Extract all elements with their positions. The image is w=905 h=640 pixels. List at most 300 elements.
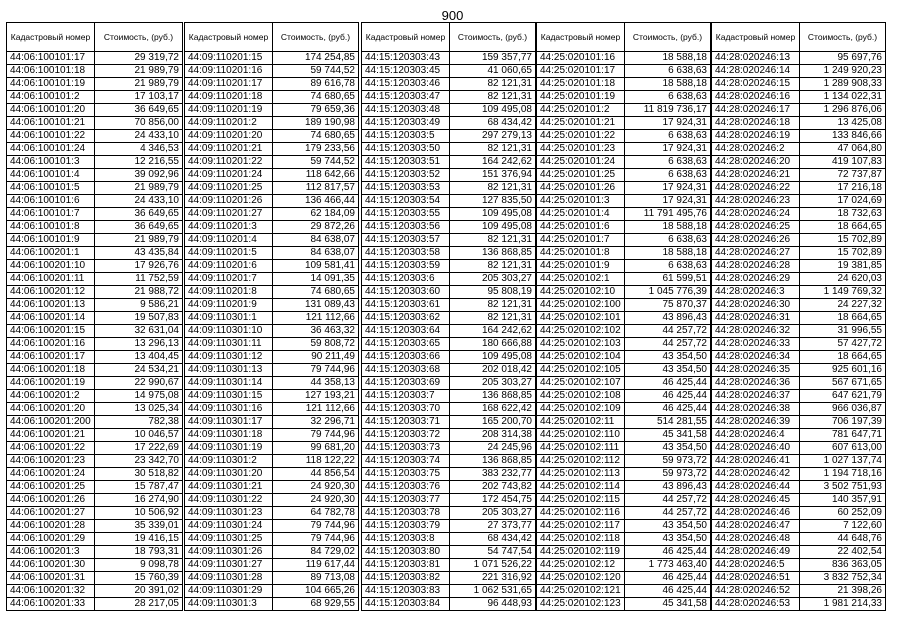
table-row (185, 234, 359, 247)
cost-cell: 208 314,38 (450, 429, 536, 442)
table-row (7, 65, 183, 78)
cost-cell: 24 534,21 (95, 364, 183, 377)
table-row (7, 247, 183, 260)
cost-cell: 79 744,96 (273, 429, 359, 442)
cost-cell: 17 924,31 (625, 182, 711, 195)
cost-cell: 10 046,57 (95, 429, 183, 442)
cadastral-number-cell: 44:09:110201:3 (185, 221, 273, 234)
cadastral-number-cell: 44:15:120303:70 (362, 403, 450, 416)
cost-cell: 6 638,63 (625, 130, 711, 143)
cost-cell: 6 638,63 (625, 156, 711, 169)
cadastral-table-3 (361, 22, 536, 611)
cost-cell: 70 856,00 (95, 117, 183, 130)
table-row (362, 156, 536, 169)
cadastral-number-cell: 44:06:100101:19 (7, 78, 95, 91)
cadastral-number-cell: 44:28:020246:44 (712, 481, 800, 494)
cadastral-number-cell: 44:28:020246:37 (712, 390, 800, 403)
table-row (7, 91, 183, 104)
table-row (7, 559, 183, 572)
table-row (185, 312, 359, 325)
cost-cell: 19 507,83 (95, 312, 183, 325)
cost-cell: 17 926,76 (95, 260, 183, 273)
cost-cell: 1 134 022,31 (800, 91, 886, 104)
cost-cell: 6 638,63 (625, 65, 711, 78)
cadastral-number-cell: 44:09:110301:16 (185, 403, 273, 416)
cost-cell: 514 281,55 (625, 416, 711, 429)
table-row (7, 364, 183, 377)
table-row (362, 78, 536, 91)
cost-cell: 35 339,01 (95, 520, 183, 533)
cadastral-number-cell: 44:25:020101:17 (537, 65, 625, 78)
cost-cell: 89 616,78 (273, 78, 359, 91)
cost-cell: 24 245,96 (450, 442, 536, 455)
table-row (7, 299, 183, 312)
cost-cell: 17 222,69 (95, 442, 183, 455)
cadastral-number-cell: 44:06:100101:5 (7, 182, 95, 195)
cadastral-number-cell: 44:28:020246:14 (712, 65, 800, 78)
cadastral-number-cell: 44:09:110201:6 (185, 260, 273, 273)
cost-table (711, 22, 886, 611)
cadastral-number-cell: 44:06:100201:12 (7, 286, 95, 299)
table-row (185, 156, 359, 169)
cost-cell: 74 680,65 (273, 286, 359, 299)
cadastral-number-cell: 44:06:100201:17 (7, 351, 95, 364)
table-row (362, 494, 536, 507)
cost-cell: 7 122,60 (800, 520, 886, 533)
cost-cell: 29 319,72 (95, 52, 183, 65)
table-row (712, 65, 886, 78)
table-row (362, 442, 536, 455)
cost-cell: 11 791 495,76 (625, 208, 711, 221)
table-row (185, 169, 359, 182)
cadastral-number-cell: 44:15:120303:43 (362, 52, 450, 65)
table-row (185, 91, 359, 104)
header-row (712, 23, 886, 52)
table-row (712, 598, 886, 611)
cadastral-number-cell: 44:28:020246:39 (712, 416, 800, 429)
table-row (362, 533, 536, 546)
cost-cell: 174 254,85 (273, 52, 359, 65)
cost-cell: 84 638,07 (273, 247, 359, 260)
table-row (712, 260, 886, 273)
cadastral-number-cell: 44:09:110301:17 (185, 416, 273, 429)
table-row (7, 377, 183, 390)
cost-cell: 189 190,98 (273, 117, 359, 130)
table-row (7, 546, 183, 559)
cadastral-number-cell: 44:25:020101:18 (537, 78, 625, 91)
table-row (712, 585, 886, 598)
cost-cell: 3 502 751,93 (800, 481, 886, 494)
cost-cell: 82 121,31 (450, 234, 536, 247)
table-row (712, 494, 886, 507)
cadastral-number-cell: 44:09:110301:26 (185, 546, 273, 559)
table-row (712, 403, 886, 416)
cost-cell: 17 103,17 (95, 91, 183, 104)
table-row (537, 104, 711, 117)
cadastral-number-cell: 44:15:120303:62 (362, 312, 450, 325)
table-row (712, 429, 886, 442)
table-row (537, 234, 711, 247)
cadastral-number-cell: 44:06:100201:25 (7, 481, 95, 494)
table-row (185, 286, 359, 299)
table-row (185, 208, 359, 221)
cadastral-number-cell: 44:06:100201:27 (7, 507, 95, 520)
table-row (712, 338, 886, 351)
table-row (7, 169, 183, 182)
table-row (362, 299, 536, 312)
cost-cell: 45 341,58 (625, 598, 711, 611)
cadastral-number-cell: 44:09:110301:14 (185, 377, 273, 390)
table-row (362, 546, 536, 559)
table-row (712, 273, 886, 286)
cadastral-number-cell: 44:06:100201:1 (7, 247, 95, 260)
table-row (7, 481, 183, 494)
cost-cell: 1 149 769,32 (800, 286, 886, 299)
cadastral-number-cell: 44:06:100101:3 (7, 156, 95, 169)
cost-cell: 1 027 137,74 (800, 455, 886, 468)
table-row (185, 351, 359, 364)
table-row (362, 91, 536, 104)
cadastral-number-cell: 44:28:020246:47 (712, 520, 800, 533)
cost-cell: 84 729,02 (273, 546, 359, 559)
cadastral-number-cell: 44:28:020246:26 (712, 234, 800, 247)
table-row (362, 585, 536, 598)
table-row (7, 312, 183, 325)
cadastral-number-cell: 44:25:020102:110 (537, 429, 625, 442)
table-row (712, 468, 886, 481)
cost-cell: 18 664,65 (800, 351, 886, 364)
table-row (537, 494, 711, 507)
table-row (7, 598, 183, 611)
cost-cell: 84 638,07 (273, 234, 359, 247)
table-row (712, 507, 886, 520)
cadastral-number-cell: 44:09:110201:21 (185, 143, 273, 156)
cadastral-number-cell: 44:06:100101:22 (7, 130, 95, 143)
table-row (7, 351, 183, 364)
cadastral-number-cell: 44:09:110201:19 (185, 104, 273, 117)
table-row (712, 559, 886, 572)
cadastral-number-cell: 44:06:100201:200 (7, 416, 95, 429)
cadastral-number-cell: 44:15:120303:64 (362, 325, 450, 338)
cost-cell: 89 713,08 (273, 572, 359, 585)
table-row (185, 247, 359, 260)
table-row (537, 260, 711, 273)
table-row (7, 390, 183, 403)
cadastral-number-cell: 44:09:110301:24 (185, 520, 273, 533)
table-row (7, 52, 183, 65)
table-row (712, 351, 886, 364)
cost-cell: 136 466,44 (273, 195, 359, 208)
cost-cell: 607 613,00 (800, 442, 886, 455)
cadastral-number-cell: 44:28:020246:20 (712, 156, 800, 169)
table-row (712, 416, 886, 429)
table-row (537, 182, 711, 195)
cadastral-number-cell: 44:25:020102:119 (537, 546, 625, 559)
cost-cell: 205 303,27 (450, 273, 536, 286)
cadastral-number-cell: 44:28:020246:15 (712, 78, 800, 91)
cost-cell: 82 121,31 (450, 78, 536, 91)
cadastral-number-cell: 44:09:110201:8 (185, 286, 273, 299)
cost-cell: 17 924,31 (625, 143, 711, 156)
cost-cell: 75 870,37 (625, 299, 711, 312)
cost-cell: 16 274,90 (95, 494, 183, 507)
cadastral-number-cell: 44:28:020246:31 (712, 312, 800, 325)
table-row (185, 598, 359, 611)
cadastral-number-cell: 44:15:120303:52 (362, 169, 450, 182)
cadastral-number-cell: 44:28:020246:38 (712, 403, 800, 416)
cost-cell: 99 681,20 (273, 442, 359, 455)
table-row (712, 325, 886, 338)
table-row (537, 429, 711, 442)
table-row (537, 403, 711, 416)
cost-cell: 57 427,72 (800, 338, 886, 351)
cadastral-number-cell: 44:25:020102:10 (537, 286, 625, 299)
table-row (7, 507, 183, 520)
table-row (362, 182, 536, 195)
cadastral-number-cell: 44:15:120303:83 (362, 585, 450, 598)
cadastral-number-cell: 44:25:020101:7 (537, 234, 625, 247)
table-row (362, 429, 536, 442)
cost-cell: 127 193,21 (273, 390, 359, 403)
cost-cell: 966 036,87 (800, 403, 886, 416)
table-row (185, 195, 359, 208)
table-row (712, 572, 886, 585)
table-row (185, 507, 359, 520)
cadastral-number-cell: 44:25:020102:12 (537, 559, 625, 572)
cadastral-number-cell: 44:06:100201:15 (7, 325, 95, 338)
cadastral-number-cell: 44:09:110201:26 (185, 195, 273, 208)
table-row (7, 442, 183, 455)
cadastral-number-cell: 44:15:120303:60 (362, 286, 450, 299)
cadastral-number-cell: 44:06:100101:6 (7, 195, 95, 208)
cost-cell: 151 376,94 (450, 169, 536, 182)
cadastral-number-cell: 44:15:120303:46 (362, 78, 450, 91)
cadastral-number-cell: 44:09:110301:3 (185, 598, 273, 611)
table-row (7, 325, 183, 338)
cost-cell: 36 649,65 (95, 221, 183, 234)
cost-cell: 74 680,65 (273, 91, 359, 104)
table-row (537, 143, 711, 156)
table-row (362, 130, 536, 143)
table-row (712, 481, 886, 494)
cost-cell: 95 808,19 (450, 286, 536, 299)
table-row (712, 286, 886, 299)
table-row (7, 416, 183, 429)
cadastral-number-cell: 44:15:120303:7 (362, 390, 450, 403)
table-row (362, 65, 536, 78)
cadastral-number-cell: 44:25:020102:112 (537, 455, 625, 468)
cadastral-number-cell: 44:06:100201:29 (7, 533, 95, 546)
table-row (537, 377, 711, 390)
cadastral-table-5 (711, 22, 886, 611)
table-row (537, 481, 711, 494)
cadastral-number-cell: 44:15:120303:82 (362, 572, 450, 585)
cadastral-number-cell: 44:09:110201:7 (185, 273, 273, 286)
table-row (712, 156, 886, 169)
cost-cell: 46 425,44 (625, 585, 711, 598)
table-row (362, 390, 536, 403)
cadastral-number-cell: 44:25:020102:115 (537, 494, 625, 507)
cadastral-number-cell: 44:28:020246:32 (712, 325, 800, 338)
cadastral-number-cell: 44:28:020246:45 (712, 494, 800, 507)
cadastral-number-cell: 44:09:110301:11 (185, 338, 273, 351)
table-row (537, 546, 711, 559)
cost-cell: 21 989,79 (95, 182, 183, 195)
cadastral-number-cell: 44:06:100101:20 (7, 104, 95, 117)
cadastral-number-cell: 44:25:020102:118 (537, 533, 625, 546)
cadastral-number-cell: 44:28:020246:4 (712, 429, 800, 442)
cost-cell: 23 342,70 (95, 455, 183, 468)
cadastral-number-cell: 44:25:020101:25 (537, 169, 625, 182)
cost-cell: 3 832 752,34 (800, 572, 886, 585)
cost-cell: 4 346,53 (95, 143, 183, 156)
table-row (362, 468, 536, 481)
table-row (362, 520, 536, 533)
table-row (712, 130, 886, 143)
cadastral-number-cell: 44:09:110301:25 (185, 533, 273, 546)
cost-cell: 64 782,78 (273, 507, 359, 520)
cadastral-number-cell: 44:15:120303:76 (362, 481, 450, 494)
cost-cell: 82 121,31 (450, 182, 536, 195)
cadastral-number-cell: 44:25:020102:123 (537, 598, 625, 611)
cadastral-number-cell: 44:25:020102:1 (537, 273, 625, 286)
cost-cell: 112 817,57 (273, 182, 359, 195)
cost-cell: 1 773 463,40 (625, 559, 711, 572)
table-row (362, 507, 536, 520)
table-row (185, 78, 359, 91)
cadastral-number-cell: 44:09:110201:5 (185, 247, 273, 260)
table-row (185, 455, 359, 468)
cadastral-number-cell: 44:06:100201:30 (7, 559, 95, 572)
header-cadastral: Кадастровый номер (712, 23, 800, 52)
cadastral-number-cell: 44:25:020102:107 (537, 377, 625, 390)
cadastral-number-cell: 44:25:020101:26 (537, 182, 625, 195)
cost-cell: 118 642,66 (273, 169, 359, 182)
table-row (7, 260, 183, 273)
cost-cell: 30 518,82 (95, 468, 183, 481)
cadastral-number-cell: 44:09:110301:10 (185, 325, 273, 338)
cost-cell: 118 122,22 (273, 455, 359, 468)
cadastral-number-cell: 44:28:020246:2 (712, 143, 800, 156)
cost-cell: 104 665,26 (273, 585, 359, 598)
table-row (537, 455, 711, 468)
cadastral-number-cell: 44:06:100201:20 (7, 403, 95, 416)
cadastral-number-cell: 44:25:020102:117 (537, 520, 625, 533)
cadastral-number-cell: 44:09:110201:27 (185, 208, 273, 221)
cost-cell: 221 316,92 (450, 572, 536, 585)
cost-cell: 13 025,34 (95, 403, 183, 416)
table-row (537, 91, 711, 104)
cost-cell: 647 621,79 (800, 390, 886, 403)
cadastral-number-cell: 44:25:020101:23 (537, 143, 625, 156)
cadastral-number-cell: 44:09:110201:18 (185, 91, 273, 104)
cost-cell: 79 744,96 (273, 520, 359, 533)
table-row (185, 390, 359, 403)
cost-cell: 46 425,44 (625, 390, 711, 403)
header-row (537, 23, 711, 52)
cost-cell: 136 868,85 (450, 390, 536, 403)
cadastral-number-cell: 44:28:020246:30 (712, 299, 800, 312)
cadastral-number-cell: 44:25:020102:102 (537, 325, 625, 338)
cost-cell: 1 062 531,65 (450, 585, 536, 598)
table-row (712, 143, 886, 156)
cadastral-number-cell: 44:09:110201:9 (185, 299, 273, 312)
table-row (537, 390, 711, 403)
cadastral-number-cell: 44:28:020246:35 (712, 364, 800, 377)
cost-cell: 21 989,79 (95, 234, 183, 247)
header-row (362, 23, 536, 52)
cadastral-number-cell: 44:06:100201:19 (7, 377, 95, 390)
table-row (362, 351, 536, 364)
cadastral-number-cell: 44:15:120303:59 (362, 260, 450, 273)
cost-cell: 121 112,66 (273, 403, 359, 416)
table-row (7, 234, 183, 247)
cadastral-number-cell: 44:15:120303:54 (362, 195, 450, 208)
cadastral-number-cell: 44:09:110301:21 (185, 481, 273, 494)
cadastral-number-cell: 44:06:100201:22 (7, 442, 95, 455)
table-row (537, 507, 711, 520)
table-row (185, 338, 359, 351)
cadastral-number-cell: 44:06:100201:32 (7, 585, 95, 598)
table-row (362, 403, 536, 416)
table-row (185, 117, 359, 130)
cost-cell: 164 242,62 (450, 156, 536, 169)
cost-cell: 46 425,44 (625, 403, 711, 416)
cadastral-number-cell: 44:06:100101:21 (7, 117, 95, 130)
table-row (185, 221, 359, 234)
table-row (362, 286, 536, 299)
table-row (7, 403, 183, 416)
cost-cell: 15 702,89 (800, 234, 886, 247)
table-row (7, 468, 183, 481)
cost-cell: 383 232,77 (450, 468, 536, 481)
cost-cell: 21 398,26 (800, 585, 886, 598)
table-row (712, 312, 886, 325)
table-row (185, 585, 359, 598)
table-row (537, 273, 711, 286)
table-row (7, 208, 183, 221)
table-row (537, 195, 711, 208)
table-row (712, 520, 886, 533)
cost-cell: 18 732,63 (800, 208, 886, 221)
table-row (185, 273, 359, 286)
cost-cell: 20 391,02 (95, 585, 183, 598)
cadastral-number-cell: 44:15:120303:68 (362, 364, 450, 377)
cost-cell: 109 495,08 (450, 208, 536, 221)
table-row (537, 585, 711, 598)
table-row (712, 182, 886, 195)
cost-cell: 17 924,31 (625, 117, 711, 130)
cost-cell: 109 495,08 (450, 351, 536, 364)
table-row (7, 429, 183, 442)
cost-cell: 21 989,79 (95, 78, 183, 91)
cost-cell: 17 924,31 (625, 195, 711, 208)
cadastral-number-cell: 44:28:020246:33 (712, 338, 800, 351)
cost-cell: 109 495,08 (450, 221, 536, 234)
cadastral-number-cell: 44:25:020101:9 (537, 260, 625, 273)
cost-cell: 109 495,08 (450, 104, 536, 117)
cost-cell: 43 354,50 (625, 520, 711, 533)
cost-cell: 32 631,04 (95, 325, 183, 338)
cadastral-number-cell: 44:06:100201:21 (7, 429, 95, 442)
cost-cell: 1 071 526,22 (450, 559, 536, 572)
cadastral-number-cell: 44:28:020246:42 (712, 468, 800, 481)
table-row (362, 221, 536, 234)
table-row (712, 546, 886, 559)
cost-cell: 180 666,88 (450, 338, 536, 351)
table-row (7, 572, 183, 585)
cost-cell: 18 588,18 (625, 52, 711, 65)
